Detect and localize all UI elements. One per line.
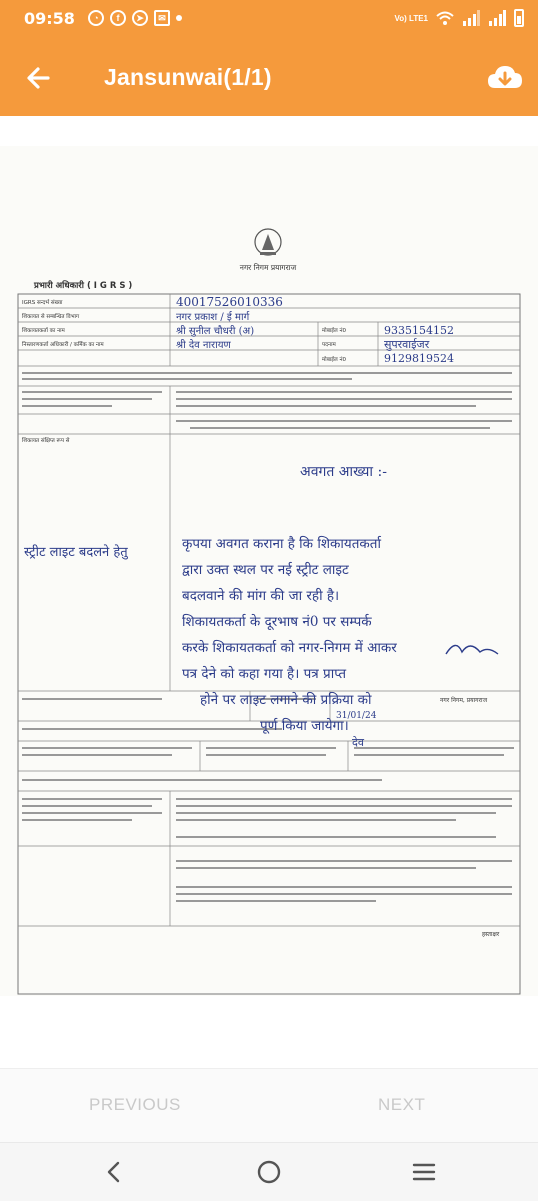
whatsapp-icon: ◔ (88, 10, 104, 26)
row-side-value-designation: सुपरवाईजर (384, 338, 430, 351)
pagination-bar (0, 1068, 538, 1143)
signal-icon-1 (462, 10, 480, 26)
complaint-short: स्ट्रीट लाइट बदलने हेतु (24, 545, 128, 560)
compass-icon: ➤ (132, 10, 148, 26)
document-image (0, 146, 538, 996)
signature-name: देव (352, 736, 364, 749)
signature-date: 31/01/24 (336, 711, 377, 721)
system-icons (395, 9, 524, 27)
report-line-5: करके शिकायतकर्ता को नगर-निगम में आकर (182, 640, 397, 656)
cloud-download-icon[interactable] (486, 62, 524, 94)
nav-home-icon[interactable] (256, 1159, 282, 1185)
report-line-8: पूर्ण किया जायेगा। (260, 718, 349, 734)
row-value-department: नगर प्रकाश / ई मार्ग (176, 312, 250, 323)
report-line-1: कृपया अवगत कराना है कि शिकायतकर्ता (182, 536, 381, 552)
footer-label: हस्ताक्षर (482, 931, 500, 938)
row-side-label-mobile: मोबाईल नं0 (322, 328, 347, 334)
dot-icon (176, 15, 182, 21)
row-side-label-designation: पदनाम (322, 342, 336, 348)
report-heading: अवगत आख्या :- (300, 464, 387, 480)
row-label-department: शिकायत से सम्बन्धित विभाग (22, 314, 80, 320)
row-side-value-mobile: 9335154152 (384, 324, 454, 337)
row-value-officer: श्री देव नारायण (176, 340, 231, 351)
system-nav-bar (0, 1142, 538, 1201)
mail-icon: ✉ (154, 10, 170, 26)
complaint-section-label: शिकायत संक्षिप्त रूप से (22, 438, 70, 444)
row-value-igrs: 40017526010336 (176, 295, 283, 309)
document-viewer[interactable] (0, 116, 538, 1068)
status-time: 09:58 (24, 9, 75, 28)
report-line-6: पत्र देने को कहा गया है। पत्र प्राप्त (182, 666, 347, 682)
report-line-3: बदलवाने की मांग की जा रही है। (182, 588, 340, 604)
officer-label: प्रभारी अधिकारी ( I G R S ) (34, 281, 133, 291)
battery-icon (514, 9, 524, 27)
wifi-icon (436, 10, 454, 26)
notification-icons (88, 10, 182, 26)
next-button[interactable]: NEXT (378, 1095, 426, 1114)
volte-label: Vo) LTE1 (394, 13, 428, 23)
report-line-2: द्वारा उक्त स्थल पर नई स्ट्रीट लाइट (182, 562, 349, 578)
footer-stamp: नगर निगम, प्रयागराज (440, 697, 488, 704)
row-label-complainant: शिकायतकर्ता का नाम (22, 328, 65, 334)
status-bar (0, 0, 538, 38)
row-side-value-mobile-2: 9129819524 (384, 352, 454, 365)
row-label-igrs: IGRS सन्दर्भ संख्या (22, 300, 63, 306)
report-line-7: होने पर लाइट लगाने की प्रक्रिया को (200, 692, 372, 708)
row-label-officer: निस्तारणकर्ता अधिकारी / कर्मिक का नाम (22, 342, 104, 348)
page-title: Jansunwai(1/1) (104, 64, 272, 90)
report-line-4: शिकायतकर्ता के दूरभाष नं0 पर सम्पर्क (182, 614, 372, 630)
row-value-complainant: श्री सुनील चौधरी (अ) (176, 326, 255, 337)
app-bar (0, 38, 538, 116)
signal-icon-2 (488, 10, 506, 26)
arrow-left-icon[interactable] (20, 58, 60, 98)
previous-button[interactable]: PREVIOUS (89, 1095, 181, 1114)
row-side-label-mobile-2: मोबाईल नं0 (322, 357, 347, 363)
nav-recents-icon[interactable] (412, 1161, 436, 1183)
nav-back-icon[interactable] (104, 1161, 124, 1183)
document-header-title: नगर निगम प्रयागराज (239, 263, 297, 272)
facebook-icon: f (110, 10, 126, 26)
